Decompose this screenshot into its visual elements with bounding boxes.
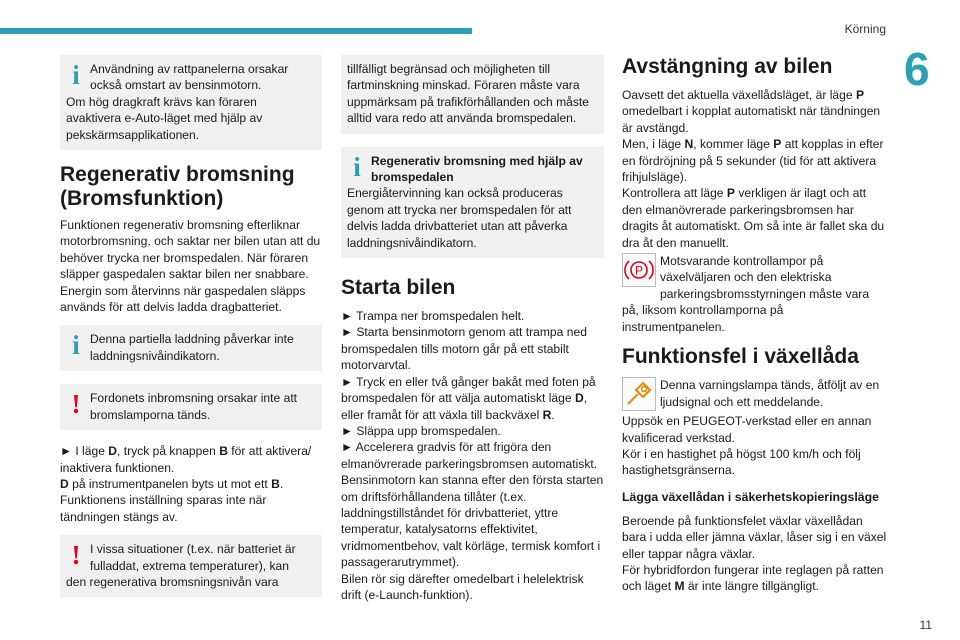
- paragraph: Funktionen regenerativ bromsning efterliknar motorbromsning, och saktar ner bilen utan att du behöver trycka ner bromspedalen. När föraren släpper gaspedalen saktar bilen ner snabbare. Energin som återvinns när gaspedalen släpps används för att delvis ladda dragbatteriet.: [60, 218, 321, 315]
- warning-text: den regenerativa bromsningsnivån vara: [66, 574, 279, 589]
- paragraph: Oavsett det aktuella växellådsläget, är läge P omedelbart i kopplat automatiskt när tändningen är avstängd.: [622, 88, 881, 135]
- paragraph: Kör i en hastighet på högst 100 km/h och följ hastighetsgränserna.: [622, 446, 861, 478]
- warning-text: Fordonets inbromsning orsakar inte att bromslamporna tänds.: [90, 391, 298, 422]
- paragraph: För hybridfordon fungerar inte reglagen på ratten och läget M är inte längre tillgängligt.: [622, 562, 884, 594]
- paragraph: Funktionens inställning sparas inte när tändningen stängs av.: [60, 493, 267, 524]
- warning-icon: !: [71, 540, 81, 571]
- parking-brake-icon: [622, 253, 656, 287]
- paragraph: Bensinmotorn kan stanna efter den första starten om driftsförhållandena tillåter (t.ex. laddningstillståndet för drivbatteriet, yttre temperatur, katalysatorns effektivitet, vridmomentbehov, valt körläge, termisk komfort i passagerarutrymmet).: [341, 473, 604, 570]
- info-icon: i: [72, 330, 80, 361]
- warning-box: [60, 535, 322, 597]
- step: ► Tryck en eller två gånger bakåt med foten på bromspedalen för att välja automatiskt läge D, eller framåt för att växla till backväxel R.: [341, 374, 596, 422]
- info-box: [60, 55, 322, 150]
- section-heading: Avstängning av bilen: [622, 55, 833, 78]
- paragraph: ► I läge D, tryck på knappen B för att aktivera/ inaktivera funktionen.: [60, 444, 312, 475]
- paragraph: Motsvarande kontrollampor på växelväljaren och den elektriska parkeringsbromsstyrningen måste vara på, liksom kontrollamporna på instrumentpanelen.: [622, 254, 870, 334]
- column-3: [622, 55, 887, 605]
- info-box: [60, 325, 322, 371]
- paragraph: D på instrumentpanelen byts ut mot ett B.: [60, 476, 284, 491]
- step: ► Trampa ner bromspedalen helt.: [341, 309, 525, 324]
- info-text: Denna partiella laddning påverkar inte laddningsnivåindikatorn.: [90, 332, 294, 363]
- svg-text:P: P: [634, 263, 644, 278]
- parking-indicator-note: [622, 253, 887, 335]
- paragraph: Beroende på funktionsfelet växlar växellådan bara i udda eller jämna växlar, låser sig i en växel eller tappar några växlar.: [622, 513, 887, 561]
- step: ► Släppa upp bromspedalen.: [341, 423, 501, 438]
- paragraph: Bilen rör sig därefter omedelbart i helelektrisk drift (e-Launch-funktion).: [341, 571, 584, 602]
- step: ► Accelerera gradvis för att frigöra den elmanövrerade parkeringsbromsen automatiskt.: [341, 440, 598, 471]
- page-number: 11: [919, 618, 932, 632]
- paragraph: Kontrollera att läge P verkligen är ilagt och att den elmanövrerade parkeringsbromsen har dragits åt automatiskt. Om så inte är fallet ska du dra åt den manuellt.: [622, 186, 885, 250]
- header-accent-bar: [0, 28, 472, 34]
- warning-icon: !: [71, 389, 81, 420]
- section-heading: Funktionsfel i växellåda: [622, 345, 859, 369]
- gearbox-fault-note: [622, 377, 887, 413]
- info-icon: i: [353, 151, 361, 182]
- paragraph: Denna varningslampa tänds, åtföljt av en ljudsignal och ett meddelande.: [660, 378, 880, 409]
- paragraph: Men, i läge N, kommer läge P att kopplas in efter en fördröjning på 5 sekunder (tid för att aktivera frihjulsläge).: [622, 137, 884, 185]
- step: ► Starta bensinmotorn genom att trampa ned bromspedalen tills motorn går på ett stabilt motorvarvtal.: [341, 325, 587, 373]
- chapter-number: 6: [904, 43, 930, 95]
- info-text: Användning av rattpanelerna orsakar också omstart av bensinmotorn.: [90, 62, 289, 93]
- section-heading: Starta bilen: [341, 276, 456, 300]
- info-title: Regenerativ bromsning med hjälp av bromspedalen: [371, 153, 583, 185]
- column-2: [341, 55, 604, 613]
- info-text: Energiåtervinning kan också produceras genom att trycka ner bromspedalen för att delvis ladda drivbatteriet utan att påverka laddningsnivåindikatorn.: [347, 186, 572, 250]
- warning-text: tillfälligt begränsad och möjligheten till fartminskning minskad. Föraren måste vara uppmärksam på trafikförhållanden och måste alltid vara redo att använda bromspedalen.: [347, 62, 589, 126]
- gearbox-fault-icon: [622, 377, 656, 411]
- warning-text: I vissa situationer (t.ex. när batteriet är fulladdat, extrema temperaturer), kan: [90, 542, 296, 573]
- info-box: [341, 147, 604, 258]
- info-icon: i: [72, 60, 80, 90]
- warning-box: [60, 384, 322, 430]
- info-text: Om hög dragkraft krävs kan föraren avaktivera e-Auto-läget med hjälp av pekskärmsapplikationen.: [66, 94, 263, 142]
- section-heading: Regenerativ bromsning (Bromsfunktion): [60, 163, 295, 211]
- paragraph: Uppsök en PEUGEOT-verkstad eller en annan kvalificerad verkstad.: [622, 414, 872, 445]
- column-1: [60, 55, 322, 610]
- sub-heading: Lägga växellådan i säkerhetskopieringsläge: [622, 489, 879, 504]
- section-title: Körning: [844, 22, 886, 36]
- warning-box-continued: [341, 55, 604, 134]
